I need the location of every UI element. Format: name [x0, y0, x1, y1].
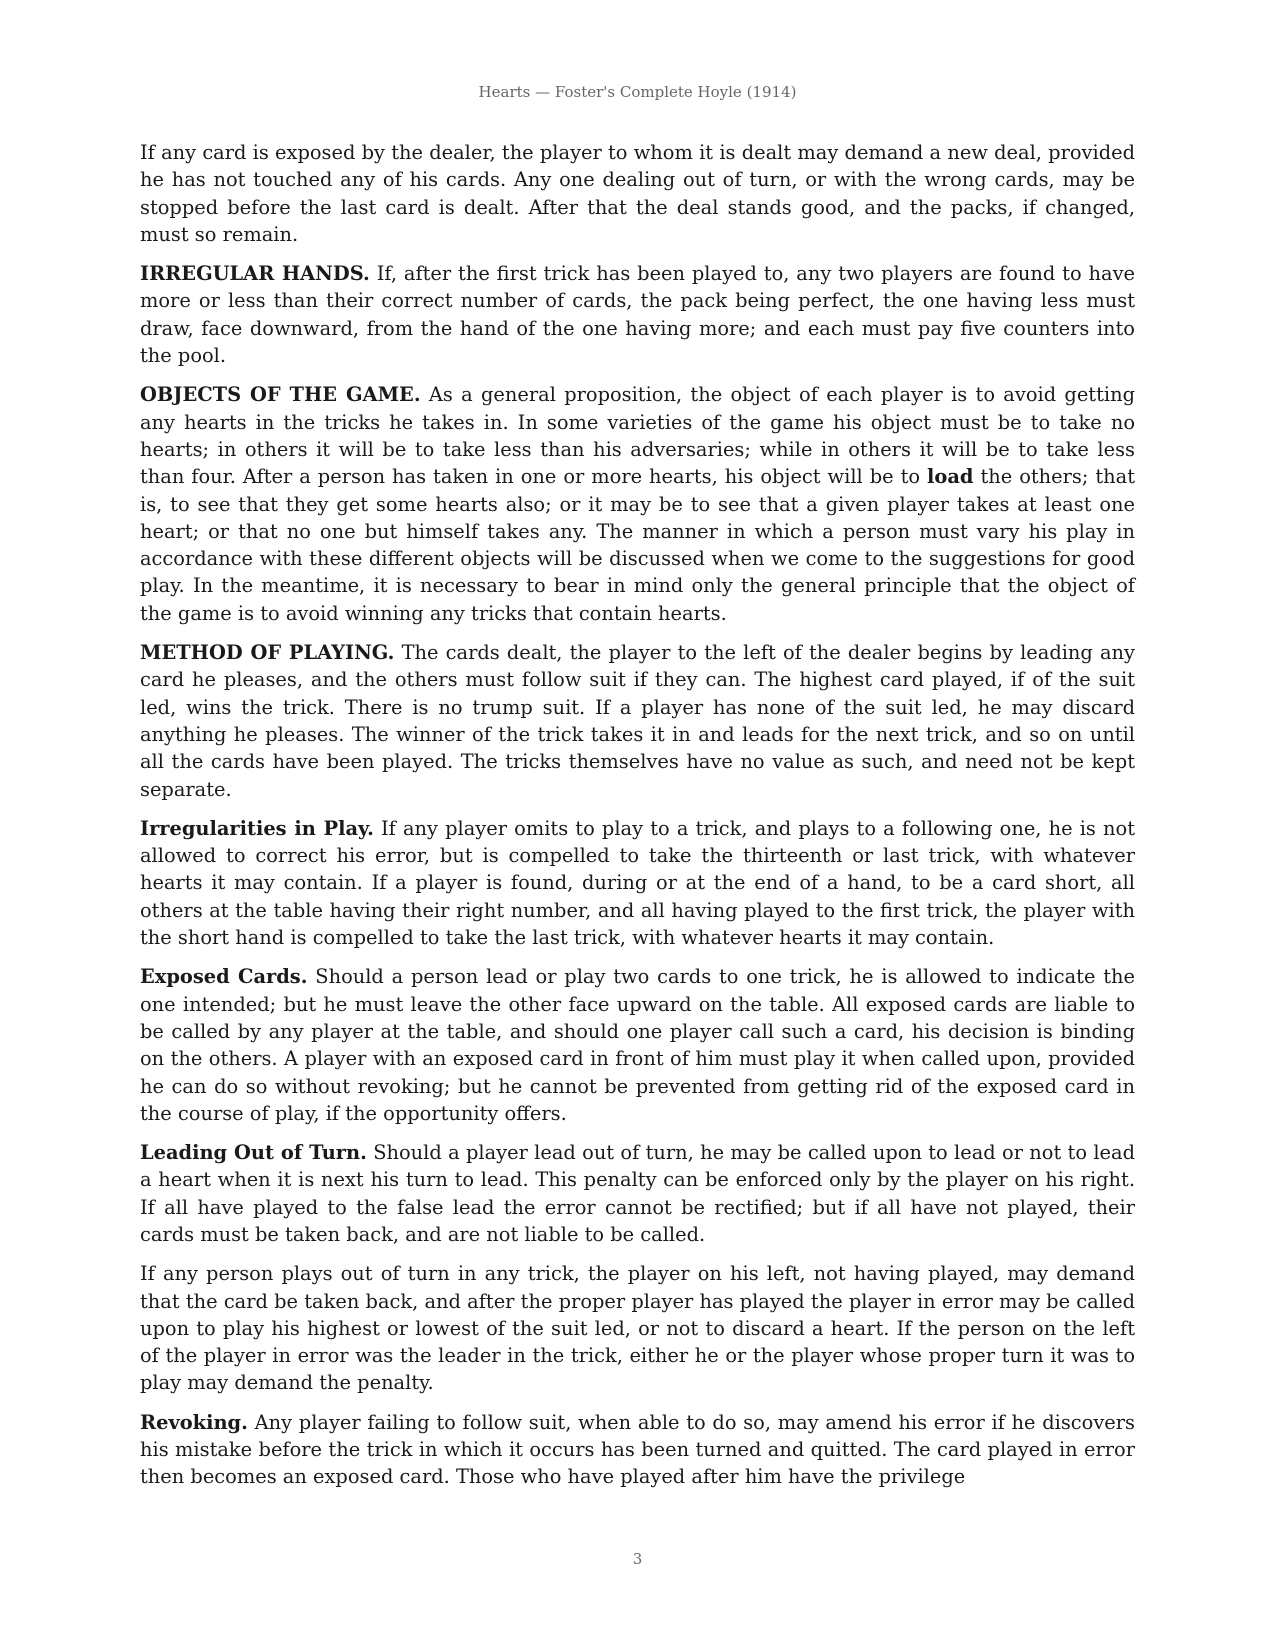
paragraph-exposed-deal — [140, 139, 1135, 248]
section-heading: IRREGULAR HANDS. — [140, 262, 370, 286]
section-leading-out-of-turn — [140, 1139, 1135, 1248]
section-heading: Exposed Cards. — [140, 965, 308, 989]
paragraph-text: The cards dealt, the player to the left of the dealer begins by leading any card he pleases, and the others must follow suit if they can. The highest card played, if of the suit led, wins the trick. There is no trump suit. If a player has none of the suit led, he may discard anything he pleases. The winner of the trick takes it in and leads for the next trick, and so on until all the cards have been played. The tricks themselves have no value as such, and need not be kept separate. — [140, 641, 1135, 801]
section-heading: Revoking. — [140, 1410, 248, 1434]
document-body — [140, 139, 1135, 1503]
paragraph-text: the others; that is, to see that they get some hearts also; or it may be to see that a given player takes at least one heart; or that no one but himself takes any. The manner in which a person must vary his play in accordance with these different objects will be discussed when we come to the suggestions for good play. In the meantime, it is necessary to bear in mind only the general principle that the object of the game is to avoid winning any tricks that contain hearts. — [140, 465, 1135, 625]
paragraph-text: Should a player lead out of turn, he may be called upon to lead or not to lead a heart when it is next his turn to lead. This penalty can be enforced only by the player on his right. If all have played to the false lead the error cannot be rectified; but if all have not played, their cards must be taken back, and are not liable to be called. — [140, 1141, 1135, 1246]
paragraph-text: Should a person lead or play two cards to one trick, he is allowed to indicate the one intended; but he must leave the other face upward on the table. All exposed cards are liable to be called by any player at the table, and should one player call such a card, his decision is binding on the others. A player with an exposed card in front of him must play it when called upon, provided he can do so without revoking; but he cannot be prevented from getting rid of the exposed card in the course of play, if the opportunity offers. — [140, 965, 1135, 1125]
section-irregular-hands — [140, 260, 1135, 369]
section-heading: Leading Out of Turn. — [140, 1141, 367, 1165]
section-heading: OBJECTS OF THE GAME. — [140, 383, 421, 407]
emphasis-word: load — [927, 465, 974, 489]
section-heading: METHOD OF PLAYING. — [140, 641, 395, 665]
paragraph-text: If any person plays out of turn in any trick, the player on his left, not having played, may demand that the card be taken back, and after the proper player has played the player in error may be called upon to play his highest or lowest of the suit led, or not to discard a heart. If the person on the left of the player in error was the leader in the trick, either he or the player whose proper turn it was to play may demand the penalty. — [140, 1262, 1135, 1395]
section-irregularities-in-play — [140, 815, 1135, 951]
paragraph-text: If, after the first trick has been played to, any two players are found to have more or less than their correct number of cards, the pack being perfect, the one having less must draw, face downward, from the hand of the one having more; and each must pay five counters into the pool. — [140, 262, 1136, 368]
running-header: Hearts — Foster's Complete Hoyle (1914) — [478, 83, 797, 101]
section-method-of-playing — [140, 639, 1135, 803]
section-exposed-cards — [140, 963, 1135, 1127]
paragraph-text: Any player failing to follow suit, when able to do so, may amend his error if he discovers his mistake before the trick in which it occurs has been turned and quitted. The card played in error then becomes an exposed card. Those who have played after him have the privilege — [140, 1410, 1135, 1489]
paragraph-playing-out-of-turn — [140, 1260, 1135, 1396]
section-objects-of-the-game — [140, 381, 1135, 627]
paragraph-text: As a general proposition, the object of each player is to avoid getting any hearts in the tricks he takes in. In some varieties of the game his object must be to take no hearts; in others it will be to take less than his adversaries; while in others it will be to take less than four. After a person has taken in one or more hearts, his object will be to — [140, 383, 1135, 489]
section-heading: Irregularities in Play. — [140, 816, 374, 840]
section-revoking — [140, 1409, 1135, 1491]
page-number: 3 — [632, 1550, 643, 1568]
paragraph-text: If any card is exposed by the dealer, the player to whom it is dealt may demand a new deal, provided he has not touched any of his cards. Any one dealing out of turn, or with the wrong cards, may be stopped before the last card is dealt. After that the deal stands good, and the packs, if changed, must so remain. — [140, 141, 1135, 246]
paragraph-text: If any player omits to play to a trick, and plays to a following one, he is not allowed to correct his error, but is compelled to take the thirteenth or last trick, with whatever hearts it may contain. If a player is found, during or at the end of a hand, to be a card short, all others at the table having their right number, and all having played to the first trick, the player with the short hand is compelled to take the last trick, with whatever hearts it may contain. — [140, 816, 1135, 950]
